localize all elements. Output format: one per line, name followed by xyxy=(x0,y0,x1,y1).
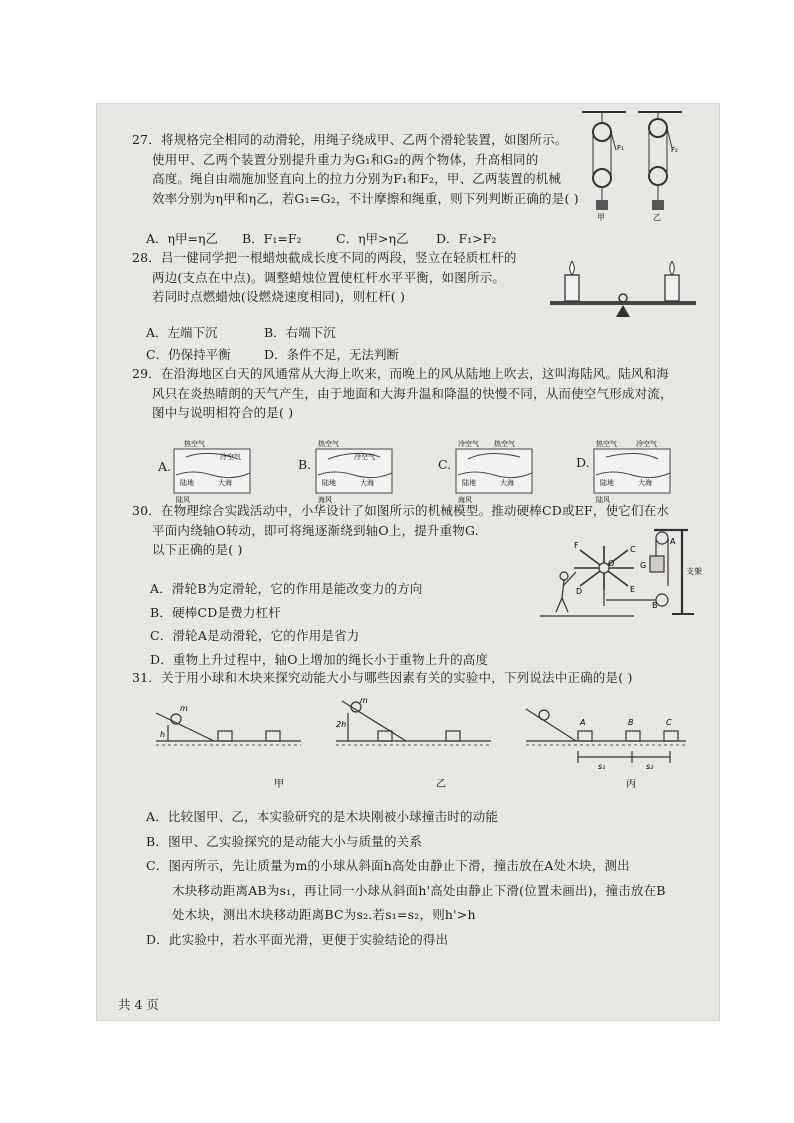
q29-a-sea: 大海 xyxy=(218,479,232,487)
q27-option-c: C．η甲>η乙 xyxy=(336,231,409,246)
q29-line-1: 29．在沿海地区白天的风通常从大海上吹来，而晚上的风从陆地上吹去，这叫海陆风。陆风和海 xyxy=(132,366,670,381)
q29-d-wind: 陆风 xyxy=(596,496,610,503)
q27-label-f2: F₂ xyxy=(671,146,678,154)
q29-c-cold-air: 冷空气 xyxy=(458,440,479,448)
q30-label-o: O xyxy=(608,559,615,568)
question-28-text xyxy=(132,248,517,307)
q31-label-h: h xyxy=(160,730,166,739)
q31-label-s2: s₂ xyxy=(646,762,654,771)
q28-option-c: C．仍保持平衡 xyxy=(146,347,231,362)
q31-options xyxy=(146,805,666,952)
q31-label-b: B xyxy=(628,718,634,727)
q31-experiment-figure xyxy=(146,695,691,791)
q27-pulley-figure xyxy=(582,108,692,228)
q29-figure-b xyxy=(314,437,396,503)
q29-b-sea: 大海 xyxy=(360,479,374,487)
q31-label-yi: 乙 xyxy=(436,779,446,790)
q29-d-hot-air: 热空气 xyxy=(596,440,617,448)
q30-line-1: 30．在物理综合实践活动中，小华设计了如图所示的机械模型。推动硬棒CD或EF，使它们在水 xyxy=(132,503,670,518)
q29-a-land: 陆地 xyxy=(180,479,194,487)
q30-option-b: B．硬棒CD是费力杠杆 xyxy=(150,604,281,620)
q31-option-b: B．图甲、乙实验探究的是动能大小与质量的关系 xyxy=(146,833,423,849)
q31-option-d: D．此实验中，若水平面光滑，更便于实验结论的得出 xyxy=(146,931,449,947)
q30-label-support: 支架 xyxy=(686,567,702,576)
q29-option-c-label: C. xyxy=(438,457,452,472)
q30-options xyxy=(150,577,488,671)
q31-label-s1: s₁ xyxy=(598,762,606,771)
q31-label-jia: 甲 xyxy=(274,779,284,790)
q27-label-yi: 乙 xyxy=(653,213,661,222)
q29-b-land: 陆地 xyxy=(322,479,336,487)
q31-option-c-cont-2: 处木块，测出木块移动距离BC为s₂.若s₁=s₂，则h'>h xyxy=(172,907,476,922)
q28-line-3: 若同时点燃蜡烛(设燃烧速度相同)，则杠杆( ) xyxy=(152,289,406,304)
q31-option-c-cont-1: 木块移动距离AB为s₁，再让同一小球从斜面h'高处由静止下滑(位置未画出)，撞击放在B xyxy=(172,882,666,898)
q27-line-2: 使用甲、乙两个装置分别提升重力为G₁和G₂的两个物体，升高相同的 xyxy=(152,151,539,167)
q27-option-a: A．η甲=η乙 xyxy=(146,231,218,246)
q31-label-2h: 2h xyxy=(336,720,347,729)
q28-option-d: D．条件不足，无法判断 xyxy=(264,347,400,362)
q29-b-hot-air: 热空气 xyxy=(318,440,339,448)
q31-label-a: A xyxy=(580,718,586,727)
q30-option-a: A．滑轮B为定滑轮，它的作用是能改变力的方向 xyxy=(150,581,423,596)
q29-option-a-label: A. xyxy=(158,459,172,474)
q29-d-cold-air: 冷空气 xyxy=(636,440,657,448)
q27-label-jia: 甲 xyxy=(597,213,605,222)
q31-label-bing: 丙 xyxy=(626,779,636,790)
q30-label-a: A xyxy=(670,537,676,546)
question-29-text xyxy=(132,364,673,423)
q29-d-land: 陆地 xyxy=(600,479,614,487)
q30-label-b: B xyxy=(652,601,658,610)
q29-c-land: 陆地 xyxy=(462,479,476,487)
q30-label-f: F xyxy=(574,541,579,550)
q28-option-a: A．左端下沉 xyxy=(146,325,218,340)
q28-line-1: 28．吕一健同学把一根蜡烛截成长度不同的两段，竖立在轻质杠杆的 xyxy=(132,250,517,265)
q28-lever-figure xyxy=(548,261,698,321)
q29-figure-d xyxy=(592,437,674,503)
question-27-text xyxy=(132,130,579,208)
q29-figures xyxy=(158,437,718,507)
page-count-footer: 共 4 页 xyxy=(118,997,159,1012)
q27-option-b: B．F₁=F₂ xyxy=(242,231,302,246)
q31-option-c: C．图丙所示，先让质量为m的小球从斜面h高处由静止下滑，撞击放在A处木块，测出 xyxy=(146,858,630,873)
q29-option-d-label: D. xyxy=(576,455,590,470)
q29-option-b-label: B. xyxy=(298,457,312,472)
q30-machine-figure xyxy=(534,526,704,618)
q29-c-hot-air: 热空气 xyxy=(494,440,515,448)
q27-option-d: D．F₁>F₂ xyxy=(436,231,497,246)
q30-option-d: D．重物上升过程中，轴O上增加的绳长小于重物上升的高度 xyxy=(150,651,489,667)
q29-line-3: 图中与说明相符合的是( ) xyxy=(152,405,294,420)
q30-line-2: 平面内绕轴O转动，即可将绳逐渐绕到轴O上，提升重物G. xyxy=(152,522,479,538)
q29-b-wind: 海风 xyxy=(318,496,332,503)
q31-label-m-jia: m xyxy=(180,704,188,713)
q29-c-wind: 海风 xyxy=(458,496,472,503)
q29-figure-c xyxy=(454,437,536,503)
q29-line-2: 风只在炎热晴朗的天气产生，由于地面和大海升温和降温的快慢不同，从而使空气形成对流， xyxy=(152,385,673,401)
q30-label-d: D xyxy=(576,587,583,596)
q29-c-sea: 大海 xyxy=(500,479,514,487)
q30-option-c: C．滑轮A是动滑轮，它的作用是省力 xyxy=(150,628,360,643)
q29-figure-a xyxy=(172,437,254,503)
q29-a-wind: 陆风 xyxy=(176,496,190,503)
q29-b-cold-air: 冷空气 xyxy=(354,453,375,461)
q28-option-b: B．右端下沉 xyxy=(264,325,336,340)
q27-line-3: 高度。绳自由端施加竖直向上的拉力分别为F₁和F₂，甲、乙两装置的机械 xyxy=(152,171,562,186)
question-31-text xyxy=(132,668,633,688)
q28-line-2: 两边(支点在中点)。调整蜡烛位置使杠杆水平平衡，如图所示。 xyxy=(152,269,506,285)
q31-label-c: C xyxy=(666,718,672,727)
q30-label-e: E xyxy=(630,585,636,594)
q29-d-sea: 大海 xyxy=(638,479,652,487)
q27-line-1: 27．将规格完全相同的动滑轮，用绳子绕成甲、乙两个滑轮装置，如图所示。 xyxy=(132,132,568,147)
q29-a-hot-air: 热空气 xyxy=(184,440,205,448)
q31-option-a: A．比较图甲、乙，本实验研究的是木块刚被小球撞击时的动能 xyxy=(146,809,499,824)
q30-line-3: 以下正确的是( ) xyxy=(152,542,243,557)
q30-label-g: G xyxy=(640,561,647,570)
q27-line-4: 效率分别为η甲和η乙，若G₁=G₂，不计摩擦和绳重，则下列判断正确的是( ) xyxy=(152,190,579,206)
q31-label-m-yi: m xyxy=(360,696,368,705)
q30-label-c: C xyxy=(630,545,636,554)
q27-label-f1: F₁ xyxy=(617,144,624,152)
q29-a-cold-air: 冷空气 xyxy=(220,453,241,461)
exam-page xyxy=(96,103,720,1021)
q31-line-1: 31．关于用小球和木块来探究动能大小与哪些因素有关的实验中，下列说法中正确的是( ) xyxy=(132,670,633,685)
